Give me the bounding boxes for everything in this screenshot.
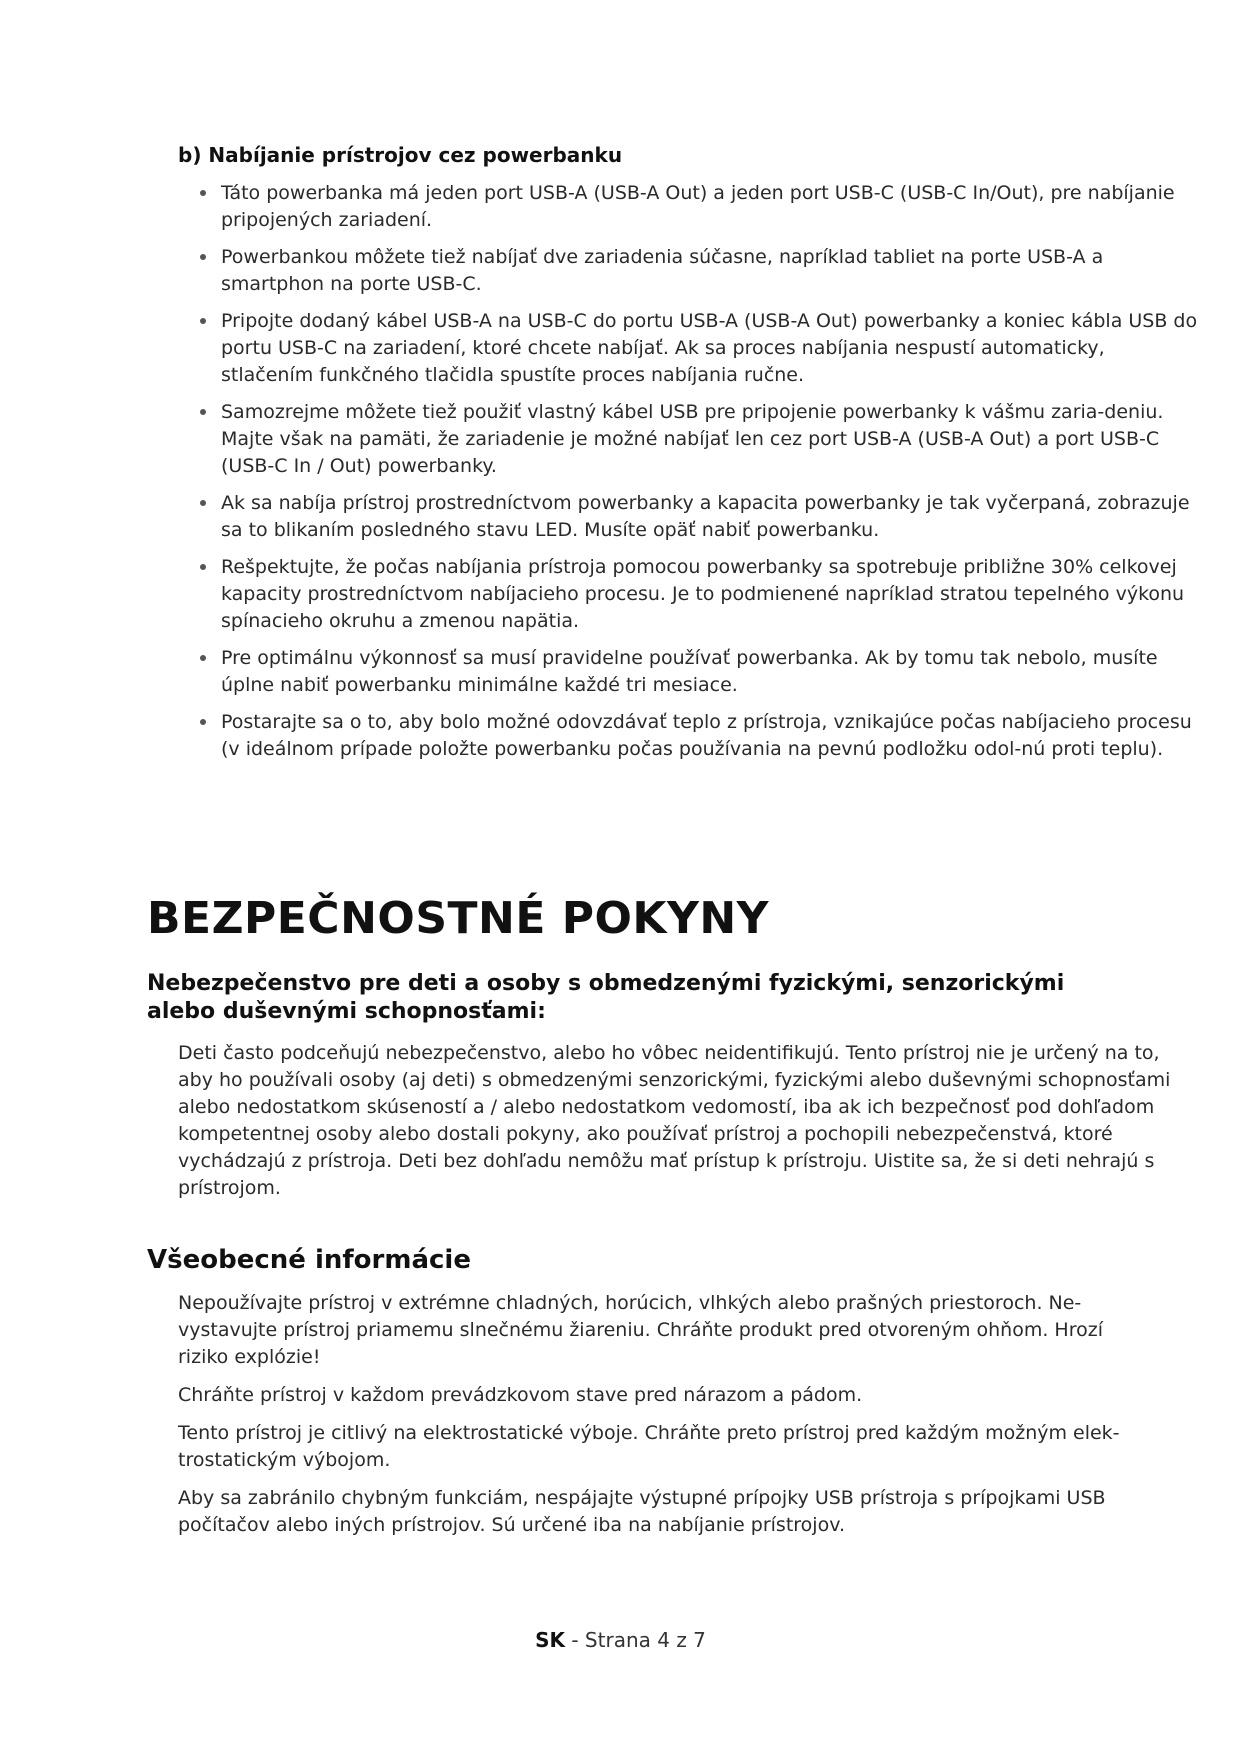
bullet-text: Ak sa nabíja prístroj prostredníctvom powerbanky a kapacita powerbanky je tak vyčerpaná, zobrazuje sa to blikaním posledného stavu LED. Musíte opäť nabiť powerbanku. xyxy=(221,492,1190,541)
bullet-item xyxy=(200,490,1200,544)
bullet-dot-icon xyxy=(200,190,206,196)
bullet-item xyxy=(200,244,1200,298)
bullet-item xyxy=(200,180,1200,234)
general-info-paragraph: Chráňte prístroj v každom prevádzkovom stave pred nárazom a pádom. xyxy=(178,1384,863,1406)
bullet-dot-icon xyxy=(200,254,206,260)
children-safety-block xyxy=(178,1040,1178,1213)
bullet-item xyxy=(200,709,1200,763)
bullet-text: Samozrejme môžete tiež použiť vlastný kábel USB pre pripojenie powerbanky k vášmu zaria-deniu. Majte však na pamäti, že zariadenie je možné nabíjať len cez port USB-A (USB-A Out) a port USB-C (USB-C In / Out) powerbanky. xyxy=(221,401,1164,477)
bullet-dot-icon xyxy=(200,655,206,661)
general-info-paragraph: Aby sa zabránilo chybným funkciám, nespájajte výstupné prípojky USB prístroja s prípojkami USB počítačov alebo iných prístrojov. Sú určené iba na nabíjanie prístrojov. xyxy=(178,1487,1106,1536)
safety-title: BEZPEČNOSTNÉ POKYNY xyxy=(147,893,770,944)
bullet-text: Postarajte sa o to, aby bolo možné odovzdávať teplo z prístroja, vznikajúce počas nabíjacieho procesu (v ideálnom prípade položte powerbanku počas používania na pevnú podložku odol-nú proti teplu). xyxy=(221,711,1192,760)
bullet-item xyxy=(200,554,1200,635)
bullet-item xyxy=(200,308,1200,389)
bullet-item xyxy=(200,399,1200,480)
charging-bullet-list xyxy=(200,180,1200,773)
page-footer xyxy=(0,1628,1241,1652)
bullet-dot-icon xyxy=(200,719,206,725)
bullet-dot-icon xyxy=(200,500,206,506)
children-safety-text: Deti často podceňujú nebezpečenstvo, alebo ho vôbec neidentifikujú. Tento prístroj nie je určený na to, aby ho používali osoby (aj deti) s obmedzenými senzorickými, fyzickými alebo duševnými schopnosťami alebo nedostatkom skúseností a / alebo nedostatkom vedomostí, iba ak ich bezpečnosť pod dohľadom kompetentnej osoby alebo dostali pokyny, ako používať prístroj a pochopili nebezpečenstvá, ktoré vychádzajú z prístroja. Deti bez dohľadu nemôžu mať prístup k prístroju. Uistite sa, že si deti nehrajú s prístrojom. xyxy=(178,1042,1171,1199)
bullet-text: Powerbankou môžete tiež nabíjať dve zariadenia súčasne, napríklad tabliet na porte USB-A a smartphon na porte USB-C. xyxy=(221,246,1104,295)
footer-language: SK xyxy=(535,1628,565,1652)
bullet-text: Pre optimálnu výkonnosť sa musí pravidelne používať powerbanka. Ak by tomu tak nebolo, musíte úplne nabiť powerbanku minimálne každé tri mesiace. xyxy=(221,647,1158,696)
bullet-dot-icon xyxy=(200,409,206,415)
bullet-dot-icon xyxy=(200,318,206,324)
bullet-text: Táto powerbanka má jeden port USB-A (USB-A Out) a jeden port USB-C (USB-C In/Out), pre nabíjanie pripojených zariadení. xyxy=(221,182,1175,231)
bullet-text: Pripojte dodaný kábel USB-A na USB-C do portu USB-A (USB-A Out) powerbanky a koniec kábla USB do portu USB-C na zariadení, ktoré chcete nabíjať. Ak sa proces nabíjania nespustí automaticky, stlačením funkčného tlačidla spustíte proces nabíjania ručne. xyxy=(221,310,1198,386)
bullet-text: Rešpektujte, že počas nabíjania prístroja pomocou powerbanky sa spotrebuje približne 30% celkovej kapacity prostredníctvom nabíjacieho procesu. Je to podmienené napríklad stratou tepelného výkonu spínacieho okruhu a zmenou napätia. xyxy=(221,556,1185,632)
general-info-heading: Všeobecné informácie xyxy=(147,1245,471,1275)
bullet-item xyxy=(200,645,1200,699)
section-b-heading: b) Nabíjanie prístrojov cez powerbanku xyxy=(178,143,623,167)
bullet-dot-icon xyxy=(200,564,206,570)
footer-page-number: - Strana 4 z 7 xyxy=(571,1628,706,1652)
children-safety-heading: Nebezpečenstvo pre deti a osoby s obmedzenými fyzickými, senzorickými alebo duševnými schopnosťami: xyxy=(147,971,1065,1024)
general-info-paragraph: Tento prístroj je citlivý na elektrostatické výboje. Chráňte preto prístroj pred každým možným elek-trostatickým výbojom. xyxy=(178,1422,1120,1471)
general-info-paragraph: Nepoužívajte prístroj v extrémne chladných, horúcich, vlhkých alebo prašných priestoroch. Ne-vystavujte prístroj priamemu slnečnému žiareniu. Chráňte produkt pred otvoreným ohňom. Hrozí riziko explózie! xyxy=(178,1292,1103,1368)
general-info-block xyxy=(178,1290,1158,1550)
